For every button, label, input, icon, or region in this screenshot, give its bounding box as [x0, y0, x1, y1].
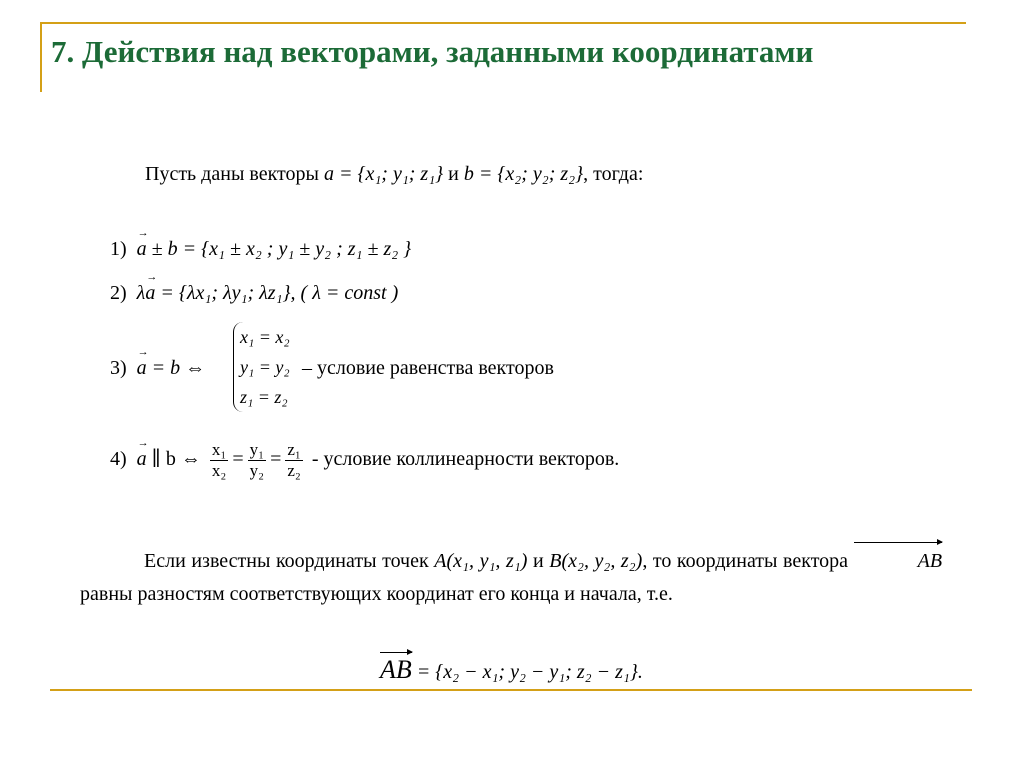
- intro-line: [145, 163, 643, 186]
- equals: =: [270, 448, 282, 471]
- rule-2: [110, 282, 398, 305]
- slide-title: 7. Действия над векторами, заданными координатами: [51, 34, 814, 69]
- equals: =: [232, 448, 244, 471]
- fraction-x: [210, 440, 228, 481]
- fraction-y: [248, 440, 266, 481]
- rule-number: 3): [110, 357, 127, 379]
- system-row: y₁ = y₂: [240, 357, 290, 377]
- point-b: B(x₂, y₂, z₂): [549, 550, 643, 572]
- rule-4: [110, 440, 619, 481]
- vector-a: → a: [137, 238, 147, 261]
- fraction-z: [285, 440, 302, 481]
- vector-a: → a: [137, 448, 147, 471]
- vector-ab: AB: [380, 655, 412, 684]
- paragraph-text: Если известны координаты точек: [144, 550, 429, 572]
- system-row: z₁ = z₂: [240, 387, 288, 407]
- rule-3: [110, 357, 205, 380]
- denominator: y₂: [249, 461, 265, 480]
- intro-suffix: , тогда:: [583, 163, 644, 185]
- rule-number: 1): [110, 238, 127, 260]
- point-a: A(x₁, y₁, z₁): [434, 550, 528, 572]
- rule-number: 2): [110, 282, 127, 304]
- points-paragraph: [80, 545, 942, 611]
- system-row: x₁ = x₂: [240, 327, 290, 347]
- vector-ab: AB: [854, 545, 942, 578]
- bottom-rule: [50, 689, 972, 691]
- and-text: и: [448, 163, 459, 185]
- difference-formula: = {x₂ − x₁; y₂ − y₁; z₂ − z₁}.: [416, 661, 643, 683]
- final-formula: [380, 655, 643, 685]
- vector-a: → a: [137, 357, 147, 380]
- equality-system: [233, 322, 290, 412]
- paragraph-text: равны разностям соответствующих координат его конца и начала, т.е.: [80, 583, 673, 605]
- numerator: x₁: [211, 440, 227, 459]
- denominator: x₂: [211, 461, 227, 480]
- paragraph-text: , то координаты вектора: [642, 550, 849, 572]
- denominator: z₂: [287, 461, 301, 480]
- numerator: y₁: [249, 440, 265, 459]
- vector-a: → a: [145, 282, 155, 305]
- rule-number: 4): [110, 448, 127, 471]
- lambda: λ: [136, 282, 146, 304]
- numerator: z₁: [287, 440, 301, 459]
- rule-formula: = b ⇔: [151, 357, 206, 379]
- and-text: и: [532, 550, 544, 572]
- rule-formula: ∥ b ⇔: [151, 448, 201, 471]
- left-rule: [40, 22, 42, 92]
- vector-a-def: a = {x₁; y₁; z₁}: [323, 163, 444, 185]
- top-rule: [40, 22, 966, 24]
- intro-text: Пусть даны векторы: [145, 163, 319, 185]
- rule-formula: ± b = {x₁ ± x₂ ; y₁ ± y₂ ; z₁ ± z₂ }: [151, 238, 412, 260]
- rule-formula: = {λx₁; λy₁; λz₁}, ( λ = const ): [160, 282, 399, 304]
- rule-1: [110, 238, 411, 261]
- vector-b-def: b = {x₂; y₂; z₂}: [463, 163, 584, 185]
- collinearity-condition: - условие коллинеарности векторов.: [311, 448, 620, 471]
- equality-condition: – условие равенства векторов: [302, 357, 554, 379]
